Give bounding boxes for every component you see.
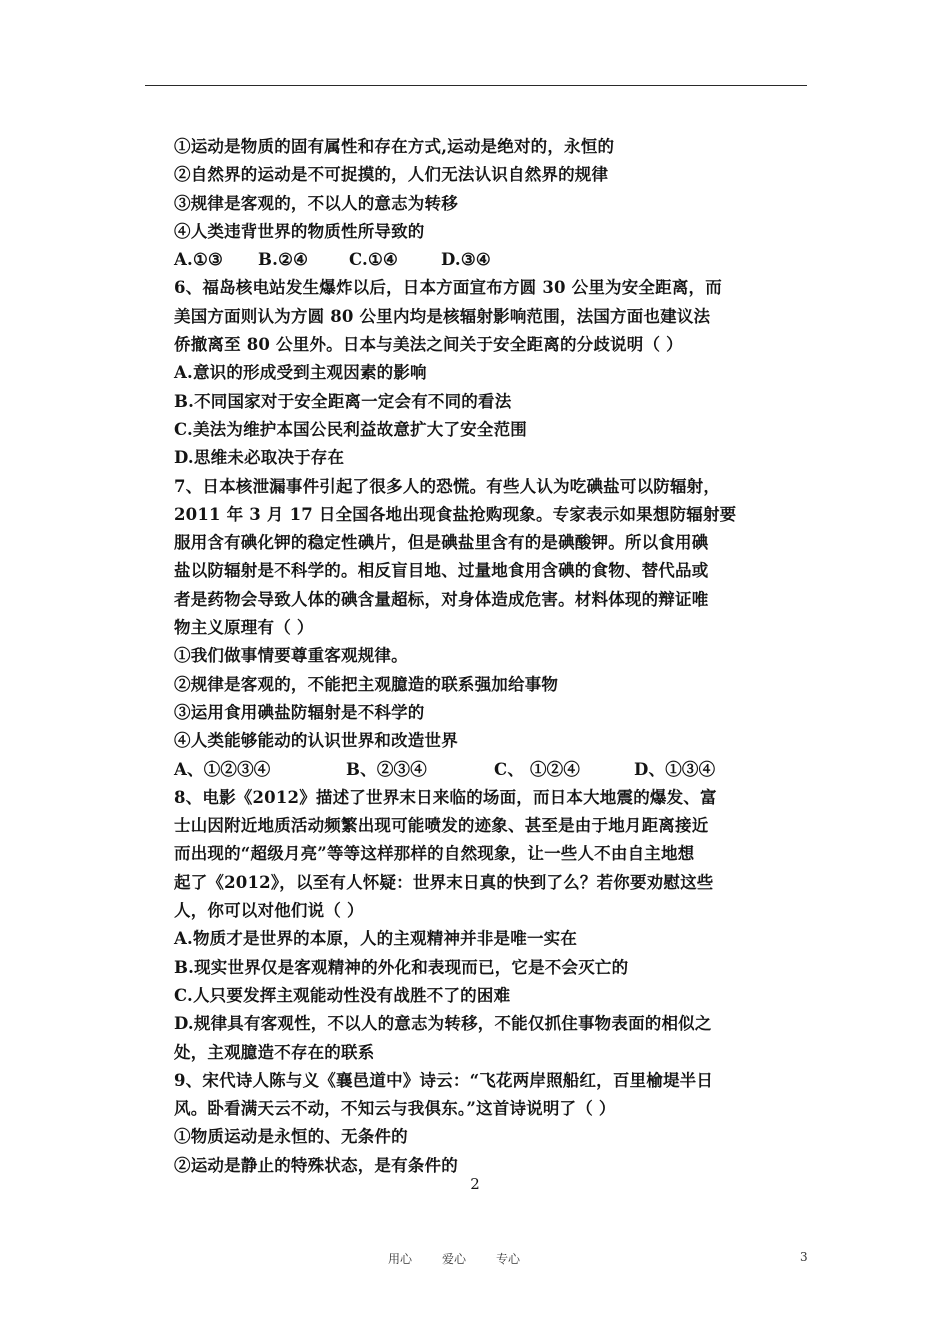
footer-motto-1: 用心 (388, 1252, 413, 1266)
q7-options (174, 756, 794, 784)
page-footer (0, 1250, 950, 1270)
q8-option-c: C.人只要发挥主观能动性没有战胜不了的困难 (174, 985, 511, 1005)
q6-option-b: B.不同国家对于安全距离一定会有不同的看法 (174, 391, 512, 411)
q7-option-d: D、①③④ (634, 759, 716, 779)
q7-statement-3: ③运用食用碘盐防辐射是不科学的 (174, 702, 425, 722)
q6-stem-line-1: 6、福岛核电站发生爆炸以后，日本方面宣布方圆 30 公里为安全距离，而 (174, 278, 722, 298)
q5-option-a: A.①③ (174, 250, 223, 270)
q8-option-d-continued: 处，主观臆造不存在的联系 (174, 1042, 375, 1062)
q5-option-b: B.②④ (258, 250, 309, 270)
q6-option-a: A.意识的形成受到主观因素的影响 (174, 363, 427, 383)
q5-statement-4: ④人类违背世界的物质性所导致的 (174, 221, 425, 241)
q5-statement-1: ①运动是物质的固有属性和存在方式,运动是绝对的，永恒的 (174, 137, 615, 156)
q9-stem-line-1: 9、宋代诗人陈与义《襄邑道中》诗云：“飞花两岸照船红，百里榆堤半日 (174, 1070, 714, 1090)
q7-statement-2: ②规律是客观的，不能把主观臆造的联系强加给事物 (174, 674, 559, 694)
q6-option-d: D.思维未必取决于存在 (174, 448, 345, 468)
q9-statement-2: ②运动是静止的特殊状态，是有条件的 (174, 1155, 458, 1175)
q8-stem-line-3: 而出现的“超级月亮”等等这样那样的自然现象，让一些人不由自主地想 (174, 844, 695, 864)
q9-stem-line-2: 风。卧看满天云不动，不知云与我俱东。”这首诗说明了（ ） (174, 1099, 616, 1119)
q8-stem-line-2: 士山因附近地质活动频繁出现可能喷发的迹象、甚至是由于地月距离接近 (174, 816, 709, 836)
q7-statement-1: ①我们做事情要尊重客观规律。 (174, 646, 408, 666)
q7-statement-4: ④人类能够能动的认识世界和改造世界 (174, 731, 458, 751)
q7-stem-line-3: 服用含有碘化钾的稳定性碘片，但是碘盐里含有的是碘酸钾。所以食用碘 (174, 533, 709, 553)
q7-option-c: C、 ①②④ (494, 759, 581, 779)
q7-option-b: B、②③④ (346, 759, 427, 779)
header-rule (145, 85, 807, 86)
q7-option-a: A、①②③④ (174, 759, 271, 779)
q7-stem-line-1: 7、日本核泄漏事件引起了很多人的恐慌。有些人认为吃碘盐可以防辐射， (174, 476, 721, 496)
q5-option-d: D.③④ (441, 250, 491, 270)
q9-statement-1: ①物质运动是永恒的、无条件的 (174, 1127, 408, 1147)
q5-options (174, 246, 794, 274)
q7-stem-line-4: 盐以防辐射是不科学的。相反盲目地、过量地食用含碘的食物、替代品或 (174, 561, 709, 581)
q8-stem-line-4: 起了《2012》，以至有人怀疑：世界末日真的快到了么？若你要劝慰这些 (174, 872, 714, 892)
page-number: 2 (470, 1175, 480, 1193)
q5-statement-2: ②自然界的运动是不可捉摸的，人们无法认识自然界的规律 (174, 165, 609, 185)
q8-option-d: D.规律具有客观性，不以人的意志为转移，不能仅抓住事物表面的相似之 (174, 1014, 712, 1034)
q7-stem-line-2: 2011 年 3 月 17 日全国各地出现食盐抢购现象。专家表示如果想防辐射要 (174, 504, 737, 524)
q6-option-c: C.美法为维护本国公民利益故意扩大了安全范围 (174, 419, 527, 439)
q8-option-a: A.物质才是世界的本原，人的主观精神并非是唯一实在 (174, 929, 578, 949)
q8-option-b: B.现实世界仅是客观精神的外化和表现而已，它是不会灭亡的 (174, 957, 629, 977)
q5-statement-3: ③规律是客观的，不以人的意志为转移 (174, 193, 458, 213)
q7-stem-line-6: 物主义原理有（ ） (174, 618, 314, 638)
document-body (174, 133, 794, 1180)
footer-sheet-number: 3 (800, 1250, 808, 1264)
q7-stem-line-5: 者是药物会导致人体的碘含量超标，对身体造成危害。材料体现的辩证唯 (174, 589, 709, 609)
q5-option-c: C.①④ (349, 250, 398, 270)
q6-stem-line-2: 美国方面则认为方圆 80 公里内均是核辐射影响范围，法国方面也建议法 (174, 306, 711, 326)
q8-stem-line-5: 人，你可以对他们说（ ） (174, 901, 364, 921)
footer-mottos (388, 1250, 550, 1267)
q6-stem-line-3: 侨撤离至 80 公里外。日本与美法之间关于安全距离的分歧说明（ ） (174, 335, 683, 355)
footer-motto-3: 专心 (496, 1252, 521, 1266)
q8-stem-line-1: 8、电影《2012》描述了世界末日来临的场面，而日本大地震的爆发、富 (174, 787, 717, 807)
footer-motto-2: 爱心 (442, 1252, 467, 1266)
